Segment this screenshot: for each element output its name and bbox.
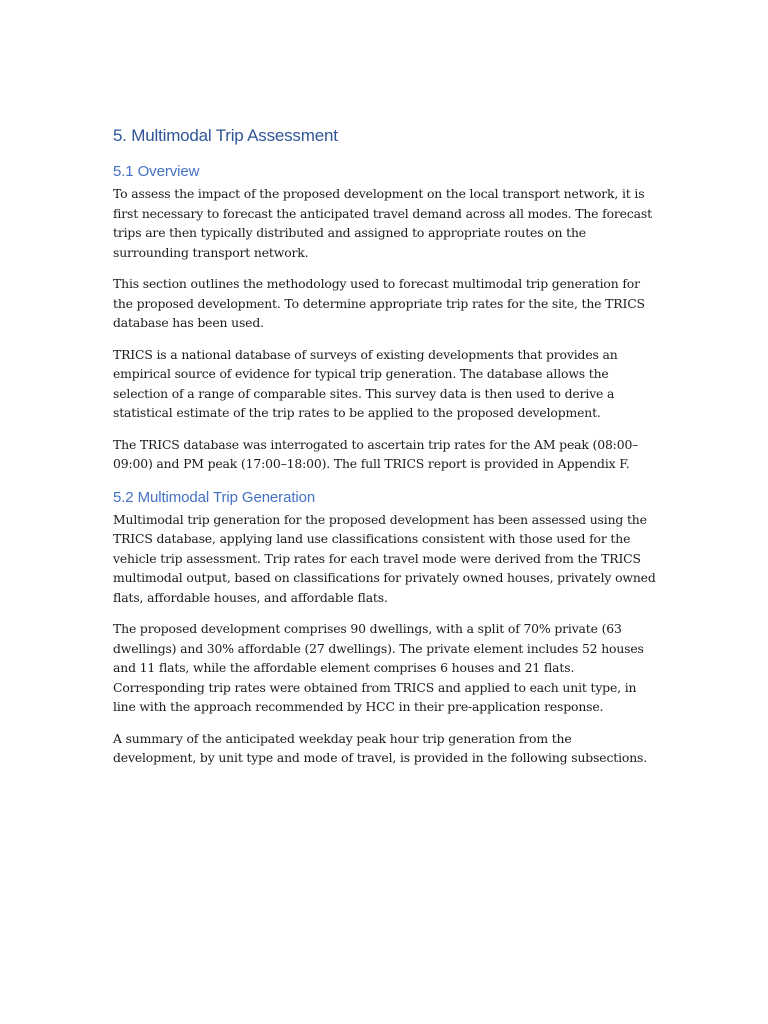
trip-generation-paragraph-2: The proposed development comprises 90 dwellings, with a split of 70% private (63 dwellings) and 30% affordable (27 dwellings). The private element includes 52 houses and 11 flats, while the affordable element comprises 6 houses and 21 flats. Corresponding trip rates were obtained from TRICS and applied to each unit type, in line with the approach recommended by HCC in their pre-application response. — [113, 621, 644, 714]
subsection-heading-trip-generation: 5.2 Multimodal Trip Generation — [113, 488, 316, 506]
section-title: 5. Multimodal Trip Assessment — [113, 126, 338, 145]
overview-paragraph-2: This section outlines the methodology used to forecast multimodal trip generation for the proposed development. To determine appropriate trip rates for the site, the TRICS database has been used. — [113, 276, 645, 330]
trip-generation-paragraph-3: A summary of the anticipated weekday peak hour trip generation from the development, by unit type and mode of travel, is provided in the following subsections. — [113, 730, 648, 765]
subsection-heading-overview: 5.1 Overview — [113, 163, 200, 180]
trip-generation-paragraph-1: Multimodal trip generation for the proposed development has been assessed using the TRICS database, applying land use classifications consistent with those used for the vehicle trip assessment. Trip rates for each travel mode were derived from the TRICS multimodal output, based on classifications for privately owned houses, privately owned flats, affordable houses, and affordable flats. — [113, 511, 656, 605]
overview-paragraph-3: TRICS is a national database of surveys of existing developments that provides an empirical source of evidence for typical trip generation. The database allows the selection of a range of comparable sites. This survey data is then used to derive a statistical estimate of the trip rates to be applied to the proposed development. — [113, 346, 618, 420]
overview-paragraph-4: The TRICS database was interrogated to ascertain trip rates for the AM peak (08:00–09:00) and PM peak (17:00–18:00). The full TRICS report is provided in Appendix F. — [113, 436, 639, 471]
overview-paragraph-1: To assess the impact of the proposed development on the local transport network, it is first necessary to forecast the anticipated travel demand across all modes. The forecast trips are then typically distributed and assigned to appropriate routes on the surrounding transport network. — [113, 186, 652, 260]
